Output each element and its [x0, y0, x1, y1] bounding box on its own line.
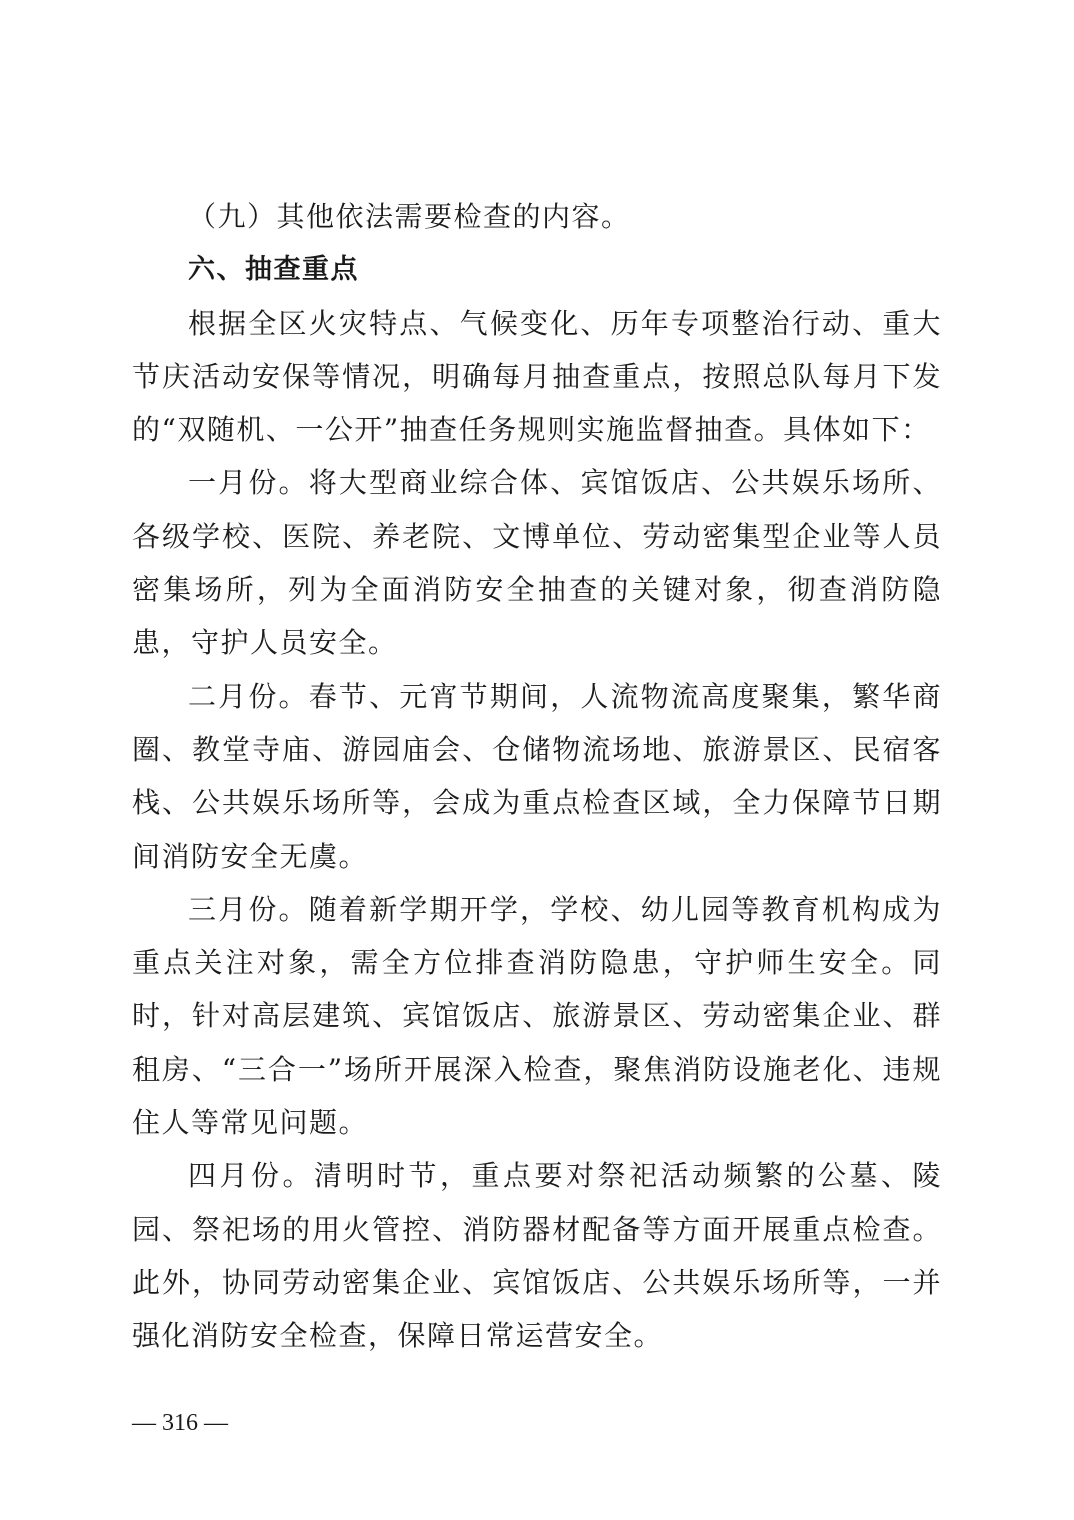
february-paragraph: 二月份。春节、元宵节期间，人流物流高度聚集，繁华商圈、教堂寺庙、游园庙会、仓储物流场地、旅游景区、民宿客栈、公共娱乐场所等，会成为重点检查区域，全力保障节日期间消防安全无虞。: [132, 679, 942, 873]
section-heading: 六、抽查重点: [188, 254, 359, 286]
item-nine-paragraph: （九）其他依法需要检查的内容。: [188, 200, 631, 233]
march-paragraph: 三月份。随着新学期开学，学校、幼儿园等教育机构成为重点关注对象，需全方位排查消防隐患，守护师生安全。同时，针对高层建筑、宾馆饭店、旅游景区、劳动密集企业、群租房、“三合一”场所开展深入检查，聚焦消防设施老化、违规住人等常见问题。: [132, 892, 942, 1140]
intro-paragraph: 根据全区火灾特点、气候变化、历年专项整治行动、重大节庆活动安保等情况，明确每月抽查重点，按照总队每月下发的“双随机、一公开”抽查任务规则实施监督抽查。具体如下：: [132, 306, 942, 447]
page-number: — 316 —: [132, 1410, 228, 1436]
april-paragraph: 四月份。清明时节，重点要对祭祀活动频繁的公墓、陵园、祭祀场的用火管控、消防器材配备等方面开展重点检查。此外，协同劳动密集企业、宾馆饭店、公共娱乐场所等，一并强化消防安全检查，保障日常运营安全。: [132, 1159, 942, 1353]
document-body: [132, 190, 942, 1363]
january-paragraph: 一月份。将大型商业综合体、宾馆饭店、公共娱乐场所、各级学校、医院、养老院、文博单位、劳动密集型企业等人员密集场所，列为全面消防安全抽查的关键对象，彻查消防隐患，守护人员安全。: [132, 466, 942, 660]
